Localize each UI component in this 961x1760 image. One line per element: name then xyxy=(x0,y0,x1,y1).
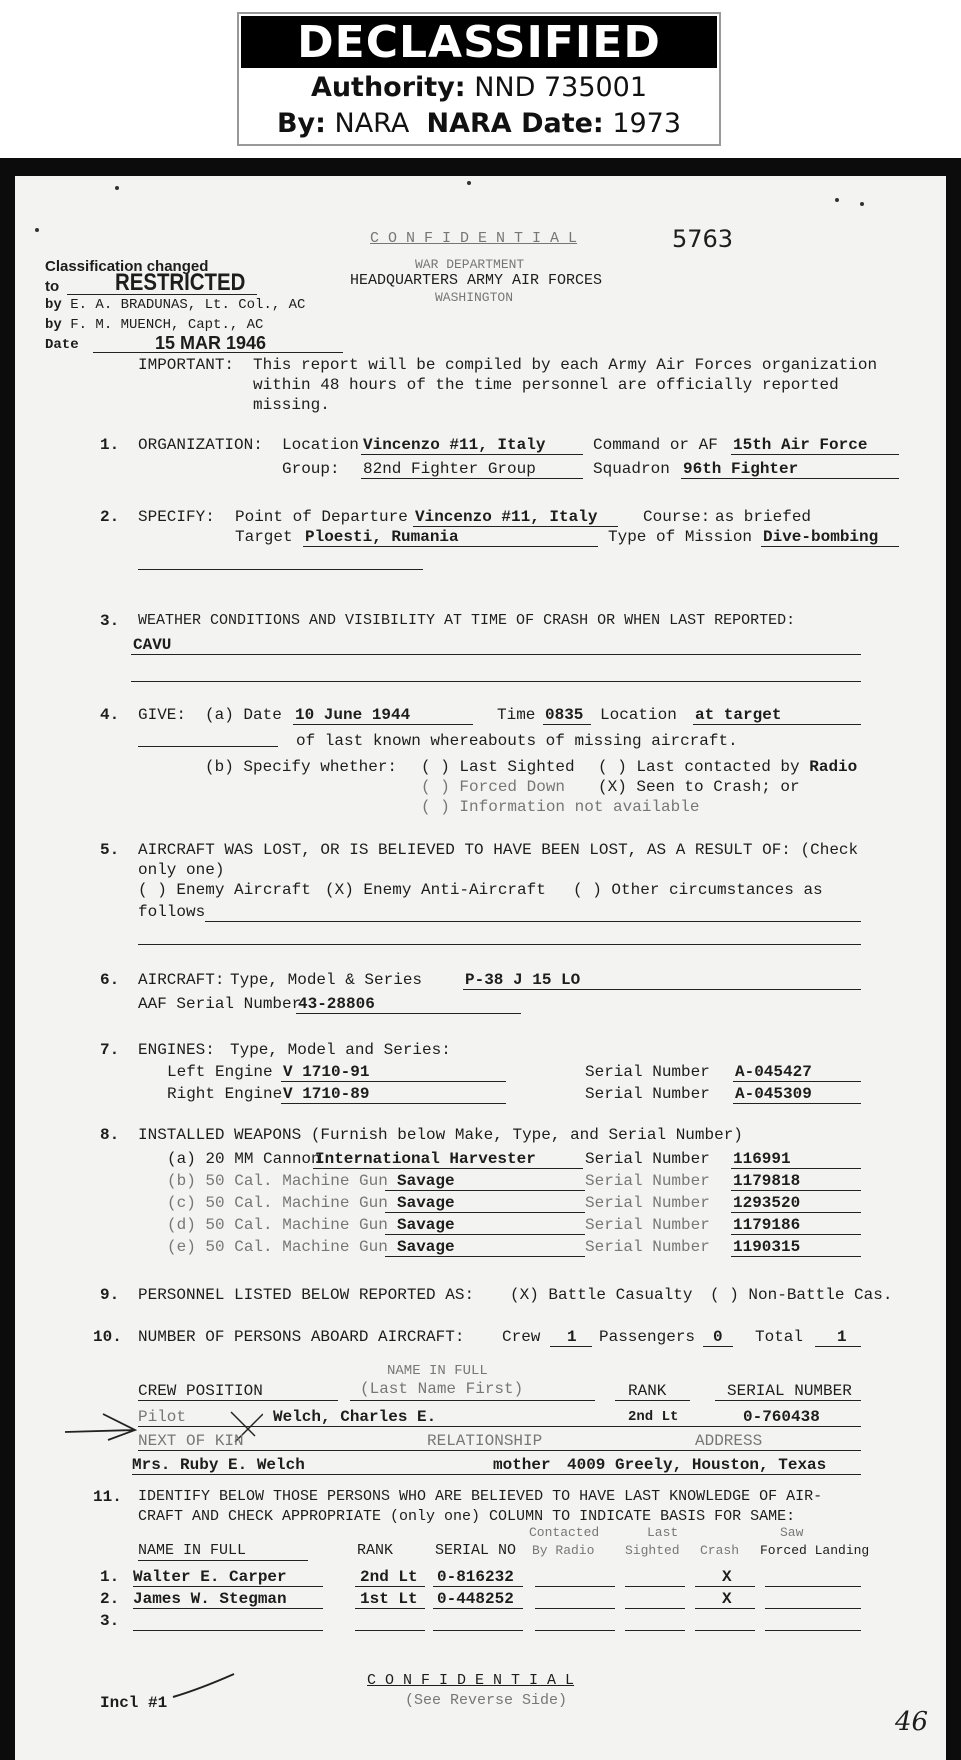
passengers-value: 0 xyxy=(713,1328,723,1346)
field-line xyxy=(731,1256,861,1257)
field-line xyxy=(205,921,861,922)
whereabouts-text: of last known whereabouts of missing aircraft. xyxy=(296,732,738,750)
crew-position: Pilot xyxy=(138,1408,187,1426)
field-line xyxy=(463,989,861,990)
kin-name: Mrs. Ruby E. Welch xyxy=(132,1456,305,1474)
contacted-header: Contacted xyxy=(529,1525,600,1540)
right-engine-label: Right Engine xyxy=(167,1085,283,1103)
field-line xyxy=(361,454,583,455)
field-line xyxy=(695,1586,755,1587)
classification-changed-heading: Classification changed xyxy=(45,258,209,275)
location-label: Location xyxy=(282,436,359,454)
field-line xyxy=(535,1630,615,1631)
field-line xyxy=(731,1168,861,1169)
total-label: Total xyxy=(755,1328,804,1346)
scan-speck xyxy=(35,228,39,232)
crew-value: 1 xyxy=(567,1328,577,1346)
kin-address: 4009 Greely, Houston, Texas xyxy=(567,1456,827,1474)
specify-whether-label: (b) Specify whether: xyxy=(205,758,398,776)
page-number: 46 xyxy=(895,1707,929,1737)
option-other: ( ) Other circumstances as xyxy=(573,881,823,899)
field-line xyxy=(138,1400,338,1401)
weapon-type: (d) 50 Cal. Machine Gun xyxy=(167,1216,388,1234)
field-line xyxy=(433,1608,523,1609)
headquarters-title: HEADQUARTERS ARMY AIR FORCES xyxy=(350,272,603,289)
field-line xyxy=(731,454,899,455)
changed-by-1: by E. A. BRADUNAS, Lt. Col., AC xyxy=(45,297,306,313)
field-line xyxy=(355,1630,425,1631)
field-line xyxy=(385,1256,585,1257)
field-line xyxy=(355,1586,425,1587)
field-line xyxy=(385,1212,585,1213)
right-engine-value: V 1710-89 xyxy=(283,1085,370,1103)
section-number: 2. xyxy=(100,508,120,526)
left-serial-value: A-045427 xyxy=(735,1063,812,1081)
section-number: 4. xyxy=(100,706,120,724)
lost-line-1: AIRCRAFT WAS LOST, OR IS BELIEVED TO HAVE BEEN LOST, AS A RESULT OF: (Check xyxy=(138,841,859,859)
section-number: 10. xyxy=(93,1328,122,1346)
right-serial-value: A-045309 xyxy=(735,1085,812,1103)
section-number: 7. xyxy=(100,1041,120,1059)
field-line xyxy=(715,1400,861,1401)
weapon-serial: 1179186 xyxy=(733,1216,801,1234)
field-line xyxy=(731,1190,861,1191)
identify-line-1: IDENTIFY BELOW THOSE PERSONS WHO ARE BELIEVED TO HAVE LAST KNOWLEDGE OF AIR- xyxy=(138,1488,823,1505)
field-line xyxy=(815,1346,861,1347)
section-number: 8. xyxy=(100,1126,120,1144)
crew-name: Welch, Charles E. xyxy=(273,1408,437,1426)
important-line-2: within 48 hours of the time personnel are officially reported xyxy=(253,376,839,394)
option-last-contacted: ( ) Last contacted by Radio xyxy=(598,758,858,776)
date-label: (a) Date xyxy=(205,706,282,724)
field-line xyxy=(313,1168,583,1169)
witness-rank: 2nd Lt xyxy=(360,1568,418,1586)
departure-label: Point of Departure xyxy=(235,508,408,526)
field-line xyxy=(543,724,591,725)
field-line xyxy=(731,1234,861,1235)
left-serial-label: Serial Number xyxy=(585,1063,710,1081)
left-engine-value: V 1710-91 xyxy=(283,1063,370,1081)
witness-number: 3. xyxy=(100,1612,120,1630)
field-line xyxy=(433,1586,523,1587)
weapon-make: Savage xyxy=(397,1172,455,1190)
address-header: ADDRESS xyxy=(695,1432,763,1450)
scan-speck xyxy=(860,202,864,206)
right-serial-label: Serial Number xyxy=(585,1085,710,1103)
section-number: 1. xyxy=(100,436,120,454)
weapon-make: Savage xyxy=(397,1194,455,1212)
course-value: as briefed xyxy=(715,508,812,526)
lost-line-2: only one) xyxy=(138,861,225,879)
stamp-title: DECLASSIFIED xyxy=(241,16,717,68)
weapon-type: (a) 20 MM Cannon xyxy=(167,1150,321,1168)
forced-landing-col: Forced Landing xyxy=(760,1543,870,1558)
weapon-serial: 116991 xyxy=(733,1150,791,1168)
option-forced-down: ( ) Forced Down xyxy=(421,778,566,796)
group-label: Group: xyxy=(282,460,340,478)
command-label: Command or AF xyxy=(593,436,718,454)
field-line xyxy=(303,546,598,547)
crew-serial: 0-760438 xyxy=(743,1408,820,1426)
location-value-4: at target xyxy=(695,706,782,724)
scan-speck xyxy=(835,198,839,202)
engines-label: ENGINES: xyxy=(138,1041,215,1059)
scan-speck xyxy=(115,186,119,190)
weather-value: CAVU xyxy=(133,636,172,654)
field-line xyxy=(615,1400,690,1401)
witness-mark: X xyxy=(722,1568,732,1586)
field-line xyxy=(281,1081,506,1082)
field-line xyxy=(361,478,583,479)
specify-label: SPECIFY: xyxy=(138,508,215,526)
weapon-serial-label: Serial Number xyxy=(585,1150,710,1168)
weapon-serial-label: Serial Number xyxy=(585,1216,710,1234)
section-number: 6. xyxy=(100,971,120,989)
field-line xyxy=(703,1346,733,1347)
field-line xyxy=(695,1608,755,1609)
aaf-serial-label: AAF Serial Number xyxy=(138,995,302,1013)
aircraft-type-value: P-38 J 15 LO xyxy=(465,971,581,989)
weapon-type: (b) 50 Cal. Machine Gun xyxy=(167,1172,388,1190)
time-value: 0835 xyxy=(545,706,584,724)
serial-no-col: SERIAL NO xyxy=(435,1542,517,1559)
option-seen-to-crash: (X) Seen to Crash; or xyxy=(598,778,800,796)
weapons-label: INSTALLED WEAPONS (Furnish below Make, Type, and Serial Number) xyxy=(138,1126,743,1144)
field-line xyxy=(131,654,861,655)
washington: WASHINGTON xyxy=(435,290,514,305)
weather-label: WEATHER CONDITIONS AND VISIBILITY AT TIME OF CRASH OR WHEN LAST REPORTED: xyxy=(138,612,796,629)
identify-line-2: CRAFT AND CHECK APPROPRIATE (only one) COLUMN TO INDICATE BASIS FOR SAME: xyxy=(138,1508,796,1525)
field-line xyxy=(625,1630,685,1631)
next-of-kin-header: NEXT OF KIN xyxy=(138,1432,244,1450)
crew-rank: 2nd Lt xyxy=(628,1409,679,1425)
field-line xyxy=(433,1630,523,1631)
classification-footer: C O N F I D E N T I A L xyxy=(367,1672,575,1689)
saw-header: Saw xyxy=(780,1525,804,1540)
field-line xyxy=(281,1103,506,1104)
declassified-stamp xyxy=(237,12,721,146)
name-in-full-col: NAME IN FULL xyxy=(138,1542,247,1559)
give-label: GIVE: xyxy=(138,706,187,724)
witness-serial: 0-816232 xyxy=(437,1568,514,1586)
relationship-header: RELATIONSHIP xyxy=(427,1432,543,1450)
type-label: Type, Model & Series xyxy=(230,971,423,989)
crew-position-header: CREW POSITION xyxy=(138,1382,263,1400)
field-line xyxy=(138,1560,308,1561)
weapon-serial-label: Serial Number xyxy=(585,1194,710,1212)
target-label: Target xyxy=(235,528,293,546)
scan-speck xyxy=(467,181,471,185)
changed-by-2: by F. M. MUENCH, Capt., AC xyxy=(45,317,264,333)
command-value: 15th Air Force xyxy=(733,436,868,454)
location-value: Vincenzo #11, Italy xyxy=(363,436,546,454)
witness-serial: 0-448252 xyxy=(437,1590,514,1608)
restricted-stamp: RESTRICTED xyxy=(115,269,246,296)
stamp-by: By: NARA NARA Date: 1973 xyxy=(276,108,682,139)
mission-value: Dive-bombing xyxy=(763,528,879,546)
field-line xyxy=(765,1608,861,1609)
witness-number: 1. xyxy=(100,1568,120,1586)
see-reverse: (See Reverse Side) xyxy=(405,1692,568,1709)
field-line xyxy=(535,1608,615,1609)
section-number: 5. xyxy=(100,841,120,859)
option-battle-casualty: (X) Battle Casualty xyxy=(510,1286,693,1304)
field-line xyxy=(350,1400,595,1401)
persons-aboard-label: NUMBER OF PERSONS ABOARD AIRCRAFT: xyxy=(138,1328,465,1346)
section-number: 11. xyxy=(93,1488,122,1506)
field-line xyxy=(550,1346,592,1347)
option-enemy-aircraft: ( ) Enemy Aircraft xyxy=(138,881,311,899)
option-non-battle: ( ) Non-Battle Cas. xyxy=(710,1286,893,1304)
important-line-1: This report will be compiled by each Army Air Forces organization xyxy=(253,356,878,374)
time-label: Time xyxy=(497,706,536,724)
last-header: Last xyxy=(647,1525,679,1540)
field-line xyxy=(131,681,861,682)
field-line xyxy=(133,1630,323,1631)
left-engine-label: Left Engine xyxy=(167,1063,273,1081)
field-line xyxy=(133,1608,323,1609)
weapon-serial: 1190315 xyxy=(733,1238,801,1256)
rank-header: RANK xyxy=(628,1382,667,1400)
by-radio-col: By Radio xyxy=(532,1543,595,1558)
document-number: 5763 xyxy=(672,225,734,253)
total-value: 1 xyxy=(837,1328,847,1346)
section-number: 9. xyxy=(100,1286,120,1304)
field-line xyxy=(733,1103,861,1104)
field-line xyxy=(138,569,423,570)
date-value: 10 June 1944 xyxy=(295,706,411,724)
field-line xyxy=(138,944,861,945)
organization-label: ORGANIZATION: xyxy=(138,436,263,454)
pen-stroke xyxy=(170,1671,240,1701)
inclosure: Incl #1 xyxy=(100,1694,168,1712)
field-line xyxy=(765,1630,861,1631)
stamp-authority: Authority: NND 735001 xyxy=(310,72,648,103)
last-name-first: (Last Name First) xyxy=(360,1380,524,1398)
field-line xyxy=(731,1212,861,1213)
rank-col: RANK xyxy=(357,1542,394,1559)
follows-label: follows xyxy=(138,903,206,921)
change-date-value: 15 MAR 1946 xyxy=(155,333,267,353)
weapon-make: Savage xyxy=(397,1216,455,1234)
witness-name: James W. Stegman xyxy=(133,1590,287,1608)
field-line xyxy=(138,1450,861,1451)
departure-value: Vincenzo #11, Italy xyxy=(415,508,598,526)
field-line xyxy=(132,1474,861,1475)
weapon-serial-label: Serial Number xyxy=(585,1238,710,1256)
field-line xyxy=(535,1586,615,1587)
to-label: to xyxy=(45,278,60,295)
weapon-type: (c) 50 Cal. Machine Gun xyxy=(167,1194,388,1212)
engines-sub: Type, Model and Series: xyxy=(230,1041,451,1059)
target-value: Ploesti, Rumania xyxy=(305,528,459,546)
weapon-make: Savage xyxy=(397,1238,455,1256)
field-line xyxy=(765,1586,861,1587)
sighted-col: Sighted xyxy=(625,1543,680,1558)
personnel-label: PERSONNEL LISTED BELOW REPORTED AS: xyxy=(138,1286,475,1304)
crash-col: Crash xyxy=(700,1543,740,1558)
field-line xyxy=(695,1630,755,1631)
squadron-value: 96th Fighter xyxy=(683,460,799,478)
witness-rank: 1st Lt xyxy=(360,1590,418,1608)
witness-number: 2. xyxy=(100,1590,120,1608)
field-line xyxy=(761,546,899,547)
document-scan xyxy=(0,158,961,1760)
squadron-label: Squadron xyxy=(593,460,670,478)
war-department: WAR DEPARTMENT xyxy=(415,257,525,272)
classification-header: C O N F I D E N T I A L xyxy=(370,230,578,247)
weapon-type: (e) 50 Cal. Machine Gun xyxy=(167,1238,388,1256)
field-line xyxy=(138,1426,861,1427)
name-in-full-header: NAME IN FULL xyxy=(387,1363,488,1379)
important-line-3: missing. xyxy=(253,396,330,414)
field-line xyxy=(138,746,278,747)
serial-number-header: SERIAL NUMBER xyxy=(727,1382,852,1400)
field-line xyxy=(413,526,618,527)
aircraft-label: AIRCRAFT: xyxy=(138,971,225,989)
field-line xyxy=(133,1586,323,1587)
field-line xyxy=(681,478,899,479)
field-line xyxy=(625,1608,685,1609)
location-label-4: Location xyxy=(600,706,677,724)
field-line xyxy=(385,1190,585,1191)
option-last-sighted: ( ) Last Sighted xyxy=(421,758,575,776)
document-sheet xyxy=(15,176,946,1760)
aaf-serial-value: 43-28806 xyxy=(298,995,375,1013)
field-line xyxy=(293,724,473,725)
change-date-label: Date xyxy=(45,337,79,353)
mission-label: Type of Mission xyxy=(608,528,753,546)
field-line xyxy=(355,1608,425,1609)
witness-mark: X xyxy=(722,1590,732,1608)
field-line xyxy=(625,1586,685,1587)
section-number: 3. xyxy=(100,612,120,630)
option-info-not-available: ( ) Information not available xyxy=(421,798,700,816)
field-line xyxy=(296,1013,521,1014)
option-enemy-anti-aircraft: (X) Enemy Anti-Aircraft xyxy=(325,881,546,899)
crew-label: Crew xyxy=(502,1328,541,1346)
weapon-serial: 1293520 xyxy=(733,1194,801,1212)
passengers-label: Passengers xyxy=(599,1328,696,1346)
witness-name: Walter E. Carper xyxy=(133,1568,287,1586)
important-label: IMPORTANT: xyxy=(138,356,235,374)
course-label: Course: xyxy=(643,508,711,526)
group-value: 82nd Fighter Group xyxy=(363,460,536,478)
field-line xyxy=(385,1234,585,1235)
kin-relationship: mother xyxy=(493,1456,551,1474)
field-line xyxy=(693,724,861,725)
weapon-serial: 1179818 xyxy=(733,1172,801,1190)
field-line xyxy=(733,1081,861,1082)
weapon-make: International Harvester xyxy=(315,1150,536,1168)
weapon-serial-label: Serial Number xyxy=(585,1172,710,1190)
